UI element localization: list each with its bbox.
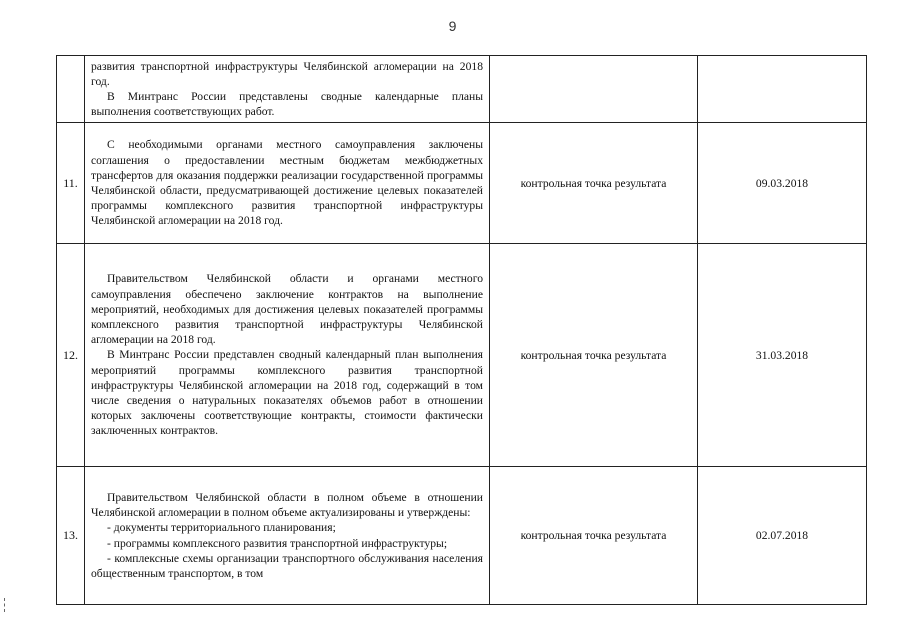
row-number: 13. [57,467,85,605]
description-paragraph: Правительством Челябинской области в полном объеме в отношении Челябинской агломерации в полном объеме актуализированы и утверждены: [91,490,483,520]
row-date: 09.03.2018 [698,123,867,244]
description-list-item: - программы комплексного развития транспортной инфраструктуры; [107,536,448,550]
row-type: контрольная точка результата [490,123,698,244]
row-date: 31.03.2018 [698,244,867,467]
scan-artifact-mark [4,598,7,612]
description-list-item: - документы территориального планирования; [107,521,336,535]
table-row [57,467,867,605]
page-number: 9 [448,18,457,34]
description-list-item: - комплексные схемы организации транспортного обслуживания населения общественным транспортом, в том [91,551,483,580]
row-type: контрольная точка результата [490,244,698,467]
row-description [85,244,490,467]
description-paragraph: В Минтранс России представлен сводный календарный план выполнения мероприятий программы комплексного развития транспортной инфраструктуры Челябинской агломерации на 2018 год, содержащий в том числе сведения о натуральных показателях объемов работ в отношении которых заключены соответствующие контракты, стоимости фактически заключенных контрактов. [91,348,483,438]
row-description [85,56,490,123]
description-paragraph: развития транспортной инфраструктуры Челябинской агломерации на 2018 год. [91,59,483,88]
table-row [57,123,867,244]
row-number: 11. [57,123,85,244]
row-type [490,56,698,123]
row-description [85,467,490,605]
row-type: контрольная точка результата [490,467,698,605]
row-date: 02.07.2018 [698,467,867,605]
plan-table [56,55,867,605]
description-paragraph: С необходимыми органами местного самоуправления заключены соглашения о предоставлении местным бюджетам межбюджетных трансфертов для оказания поддержки реализации государственной программы Челябинской области, предусматривающей достижение целевых показателей программы комплексного развития транспортной инфраструктуры Челябинской агломерации на 2018 год. [91,138,483,228]
row-number [57,56,85,123]
description-paragraph: В Минтранс России представлены сводные календарные планы выполнения соответствующих работ. [91,90,483,119]
row-number: 12. [57,244,85,467]
row-date [698,56,867,123]
row-description [85,123,490,244]
description-paragraph: Правительством Челябинской области и органами местного самоуправления обеспечено заключение контрактов на выполнение мероприятий, необходимых для достижения целевых показателей программы комплексного развития транспортной инфраструктуры Челябинской агломерации на 2018 год. [91,272,483,347]
table-row [57,244,867,467]
table-row [57,56,867,123]
